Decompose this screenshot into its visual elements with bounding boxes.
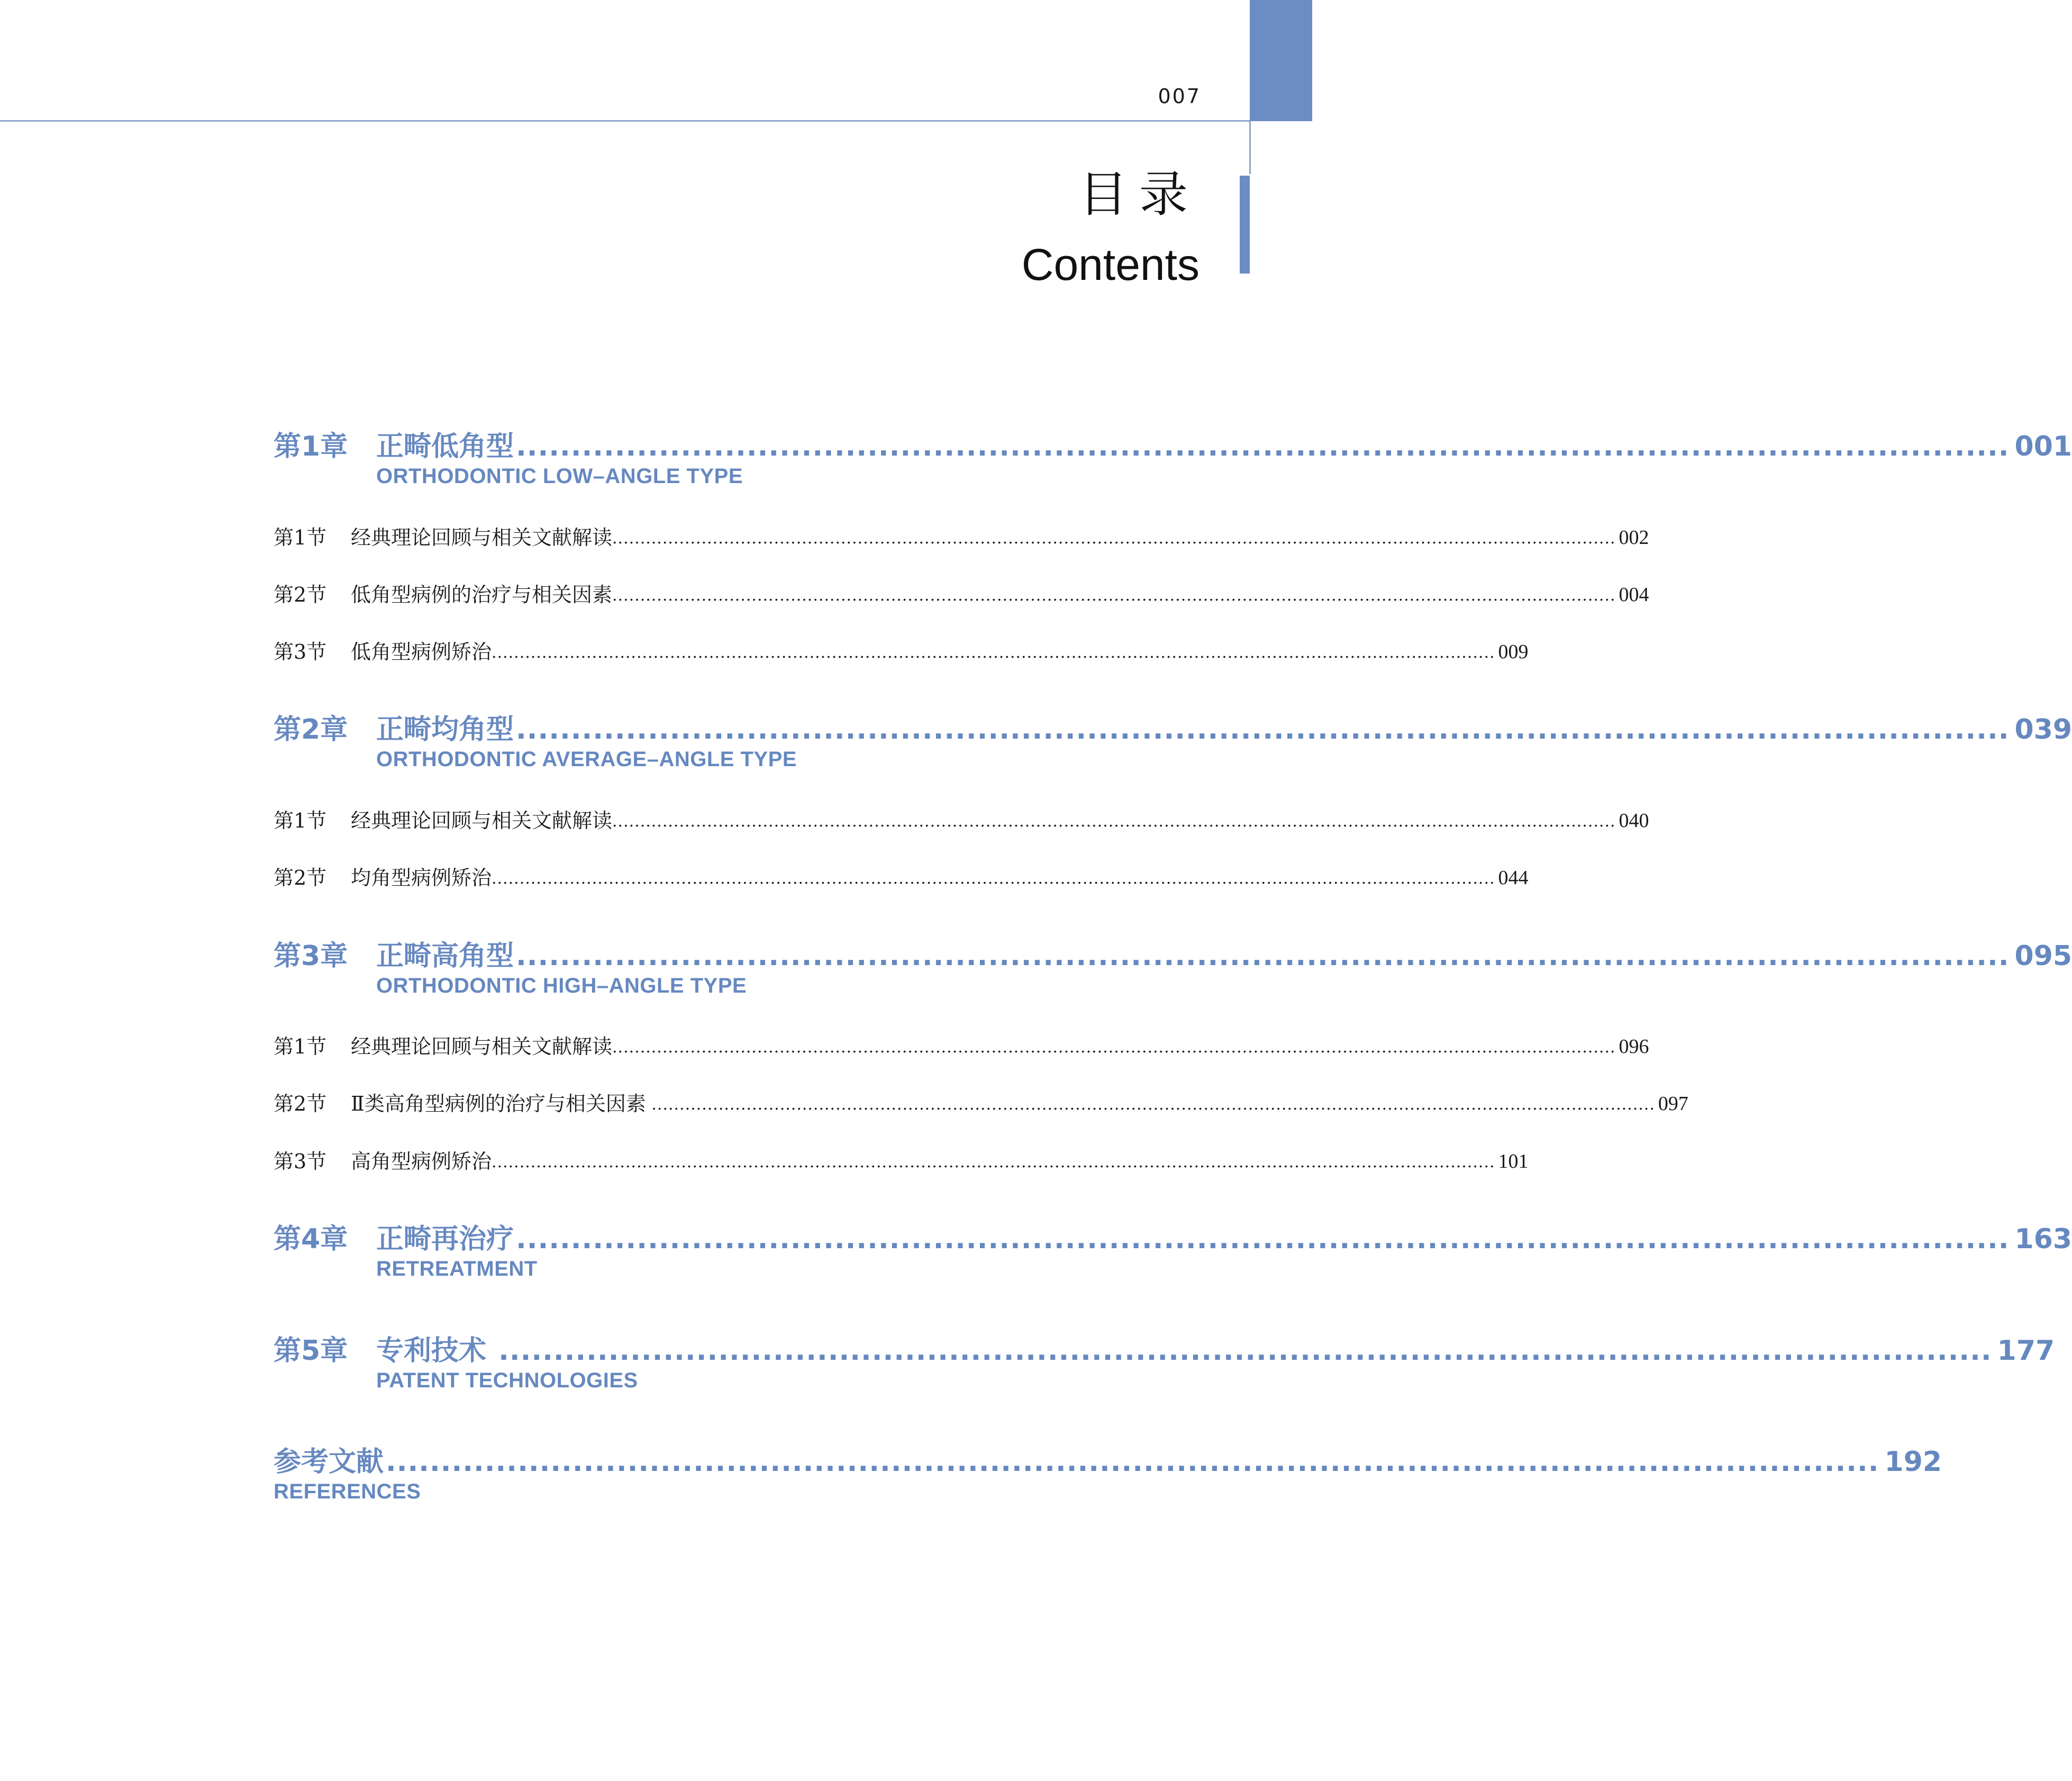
toc-section-1-1[interactable] (274, 516, 1649, 549)
chapter-title-english: ORTHODONTIC AVERAGE–ANGLE TYPE (376, 748, 797, 771)
vertical-rule (1249, 121, 1251, 174)
section-title: 经典理论回顾与相关文献解读 (351, 1035, 613, 1058)
dot-leader: ........................................................................................................................................ (516, 940, 2010, 972)
section-title: 经典理论回顾与相关文献解读 (351, 526, 613, 549)
chapter-number: 第3章 (274, 940, 348, 972)
dot-leader: ........................................................................................................................................ (516, 1223, 2010, 1255)
section-number: 第1节 (274, 1035, 327, 1058)
chapter-page-number: 095 (2014, 940, 2072, 972)
section-number: 第2节 (274, 866, 327, 889)
dot-leader: ........................................................................................................................................ (386, 1446, 1879, 1478)
dot-leader: ........................................................................................................................................ (516, 714, 2010, 746)
chapter-page-number: 177 (1997, 1335, 2055, 1367)
section-title: 经典理论回顾与相关文献解读 (351, 809, 613, 832)
section-number: 第1节 (274, 809, 327, 832)
section-title: 均角型病例矫治 (351, 866, 492, 889)
page-number: 007 (1158, 85, 1201, 108)
chapter-number: 第1章 (274, 431, 348, 462)
chapter-number: 第5章 (274, 1335, 348, 1367)
toc-section-3-1[interactable] (274, 1025, 1649, 1058)
toc-section-2-1[interactable] (274, 799, 1649, 832)
toc-section-3-2[interactable] (274, 1082, 1688, 1115)
chapter-page-number: 001 (2014, 431, 2072, 462)
chapter-title: 正畸高角型 (376, 940, 514, 972)
references-page-number: 192 (1884, 1446, 1942, 1478)
section-title: Ⅱ类高角型病例的治疗与相关因素 (351, 1092, 646, 1115)
dot-leader: .................................................................................................................................................................................... (492, 643, 1495, 662)
toc-section-3-3[interactable] (274, 1140, 1529, 1173)
chapter-page-number: 163 (2014, 1223, 2072, 1255)
dot-leader: ........................................................................................................................................ (516, 431, 2010, 462)
section-page-number: 040 (1619, 810, 1649, 832)
section-page-number: 002 (1619, 526, 1649, 549)
dot-leader: .................................................................................................................................................................................... (492, 1153, 1495, 1171)
chapter-title-english: PATENT TECHNOLOGIES (376, 1369, 638, 1392)
section-number: 第1节 (274, 526, 327, 549)
section-page-number: 101 (1498, 1150, 1529, 1173)
section-title: 高角型病例矫治 (351, 1150, 492, 1173)
chapter-title: 正畸低角型 (376, 431, 514, 462)
chapter-title: 专利技术 (376, 1335, 487, 1367)
chapter-title: 正畸均角型 (376, 714, 514, 746)
chapter-title-english: ORTHODONTIC HIGH–ANGLE TYPE (376, 974, 747, 997)
chapter-page-number: 039 (2014, 714, 2072, 746)
toc-section-2-2[interactable] (274, 856, 1529, 889)
page-title-english: Contents (1021, 240, 1199, 289)
chapter-title: 正畸再治疗 (376, 1223, 514, 1255)
chapter-number: 第4章 (274, 1223, 348, 1255)
references-title: 参考文献 (274, 1446, 384, 1478)
dot-leader: ........................................................................................................................................ (488, 1335, 1992, 1367)
section-title: 低角型病例矫治 (351, 640, 492, 664)
dot-leader: .................................................................................................................................................................................... (612, 586, 1616, 605)
dot-leader: .................................................................................................................................................................................... (612, 529, 1616, 548)
header-rule (0, 120, 1250, 122)
section-page-number: 096 (1619, 1035, 1649, 1058)
title-accent-bar (1240, 176, 1250, 274)
toc-chapter-3[interactable] (274, 928, 2072, 972)
dot-leader: .................................................................................................................................................................................... (612, 812, 1616, 831)
section-page-number: 004 (1619, 584, 1649, 606)
section-page-number: 044 (1498, 867, 1529, 889)
page-title-chinese: 目录 (1078, 166, 1199, 223)
toc-chapter-1[interactable] (274, 418, 2072, 462)
toc-chapter-2[interactable] (274, 701, 2072, 746)
chapter-number: 第2章 (274, 714, 348, 746)
chapter-title-english: ORTHODONTIC LOW–ANGLE TYPE (376, 465, 743, 488)
references-title-english: REFERENCES (274, 1480, 421, 1503)
toc-chapter-5[interactable] (274, 1322, 2055, 1367)
toc-section-1-3[interactable] (274, 630, 1529, 664)
section-number: 第2节 (274, 1092, 327, 1115)
toc-section-1-2[interactable] (274, 573, 1649, 606)
toc-chapter-4[interactable] (274, 1211, 2072, 1255)
dot-leader: .................................................................................................................................................................................... (612, 1038, 1616, 1057)
section-page-number: 097 (1658, 1093, 1688, 1115)
section-page-number: 009 (1498, 641, 1529, 663)
chapter-title-english: RETREATMENT (376, 1257, 538, 1280)
toc-references[interactable] (274, 1433, 1942, 1478)
section-number: 第2节 (274, 583, 327, 606)
section-number: 第3节 (274, 640, 327, 664)
section-title: 低角型病例的治疗与相关因素 (351, 583, 613, 606)
dot-leader: .................................................................................................................................................................................... (646, 1095, 1655, 1114)
corner-accent-block (1250, 0, 1312, 121)
section-number: 第3节 (274, 1150, 327, 1173)
dot-leader: .................................................................................................................................................................................... (492, 869, 1495, 888)
